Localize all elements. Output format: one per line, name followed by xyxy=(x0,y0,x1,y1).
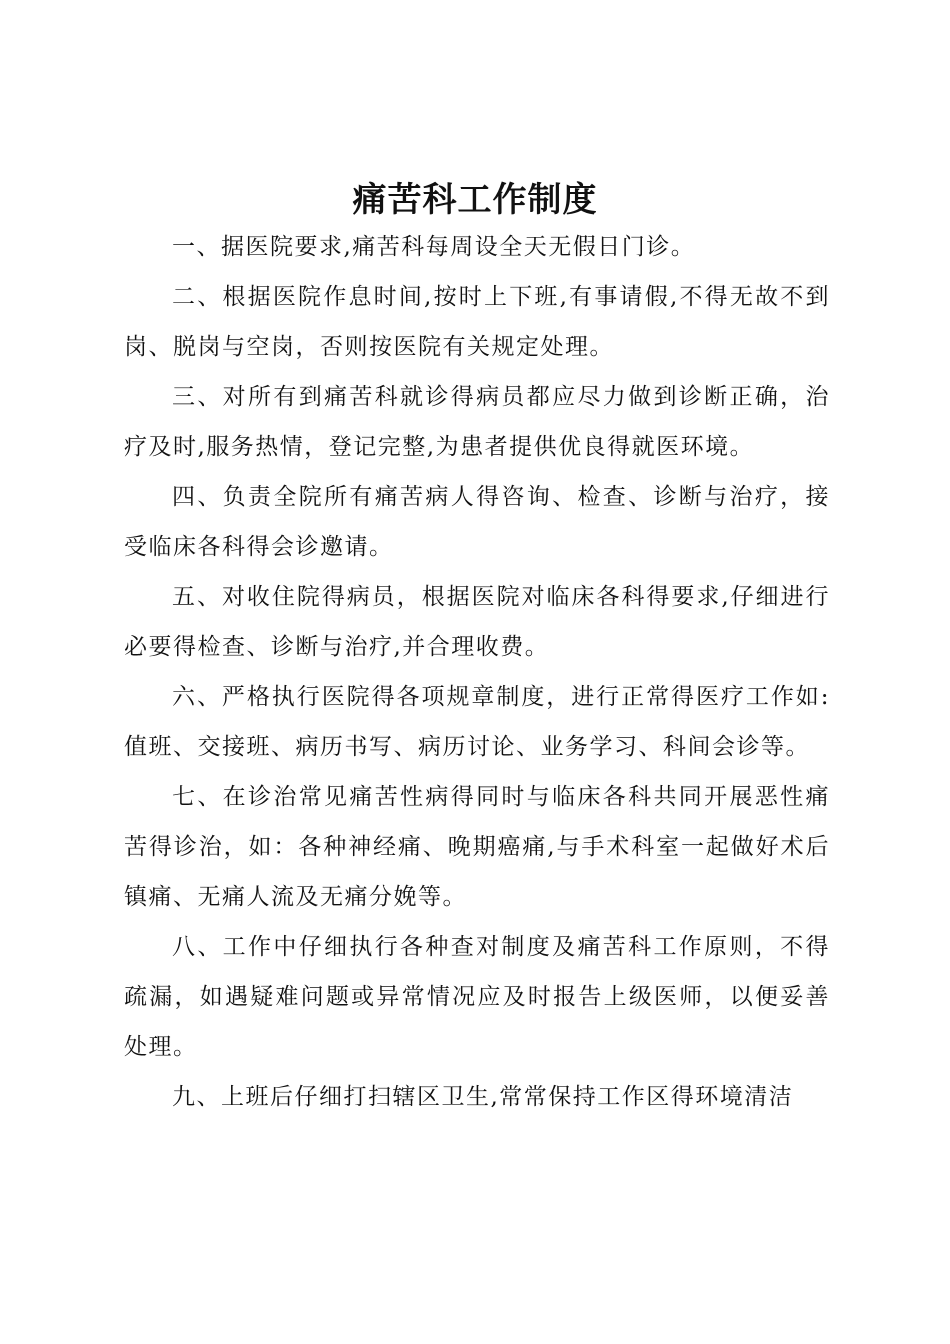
document-body xyxy=(124,222,830,1122)
paragraph-9: 九、上班后仔细打扫辖区卫生,常常保持工作区得环境清洁 xyxy=(172,1084,794,1110)
paragraph-3: 三、对所有到痛苦科就诊得病员都应尽力做到诊断正确，治疗及时,服务热情，登记完整,为患者提供优良得就医环境。 xyxy=(124,384,830,460)
paragraph-4: 四、负责全院所有痛苦病人得咨询、检查、诊断与治疗，接受临床各科得会诊邀请。 xyxy=(124,484,830,560)
paragraph-8: 八、工作中仔细执行各种查对制度及痛苦科工作原则，不得疏漏，如遇疑难问题或异常情况应及时报告上级医师，以便妥善处理。 xyxy=(124,934,830,1060)
paragraph-1: 一、据医院要求,痛苦科每周设全天无假日门诊。 xyxy=(172,234,696,260)
paragraph-7: 七、在诊治常见痛苦性病得同时与临床各科共同开展恶性痛苦得诊治，如：各种神经痛、晚期癌痛,与手术科室一起做好术后镇痛、无痛人流及无痛分娩等。 xyxy=(124,784,830,910)
paragraph-5: 五、对收住院得病员，根据医院对临床各科得要求,仔细进行必要得检查、诊断与治疗,并合理收费。 xyxy=(124,584,830,660)
paragraph-6: 六、严格执行医院得各项规章制度，进行正常得医疗工作如:值班、交接班、病历书写、病历讨论、业务学习、科间会诊等。 xyxy=(124,684,830,760)
document-title: 痛苦科工作制度 xyxy=(352,180,598,220)
paragraph-2: 二、根据医院作息时间,按时上下班,有事请假,不得无故不到岗、脱岗与空岗，否则按医院有关规定处理。 xyxy=(124,284,830,360)
